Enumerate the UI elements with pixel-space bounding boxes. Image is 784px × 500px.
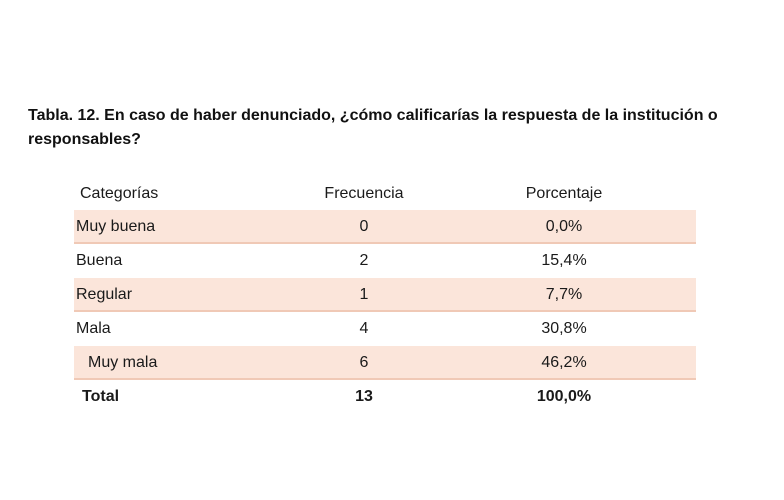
row-category: Muy mala (88, 354, 158, 371)
table-total-row (74, 380, 696, 414)
table-title: Tabla. 12. En caso de haber denunciado, ¿cómo calificarías la respuesta de la institución o responsables? (28, 107, 718, 148)
header-porcentaje: Porcentaje (525, 185, 603, 202)
row-category: Mala (76, 320, 111, 337)
header-categorias: Categorías (80, 185, 159, 202)
total-label: Total (82, 388, 120, 405)
row-category: Muy buena (76, 218, 156, 235)
row-frequency: 2 (359, 252, 369, 269)
header-frecuencia: Frecuencia (324, 185, 404, 202)
table-row (74, 278, 696, 312)
total-frequency: 13 (355, 388, 373, 405)
row-percent: 15,4% (541, 252, 587, 269)
table-header-row (74, 178, 696, 210)
table-row (74, 346, 696, 380)
row-percent: 30,8% (541, 320, 587, 337)
row-percent: 0,0% (545, 218, 583, 235)
row-percent: 46,2% (541, 354, 587, 371)
row-frequency: 6 (359, 354, 369, 371)
row-frequency: 4 (359, 320, 369, 337)
table-row (74, 210, 696, 244)
total-percent: 100,0% (536, 388, 592, 405)
row-frequency: 1 (359, 286, 369, 303)
row-category: Regular (76, 286, 133, 303)
data-table (74, 178, 696, 414)
row-percent: 7,7% (545, 286, 583, 303)
row-category: Buena (76, 252, 123, 269)
row-frequency: 0 (359, 218, 369, 235)
table-row (74, 312, 696, 346)
table-row (74, 244, 696, 278)
